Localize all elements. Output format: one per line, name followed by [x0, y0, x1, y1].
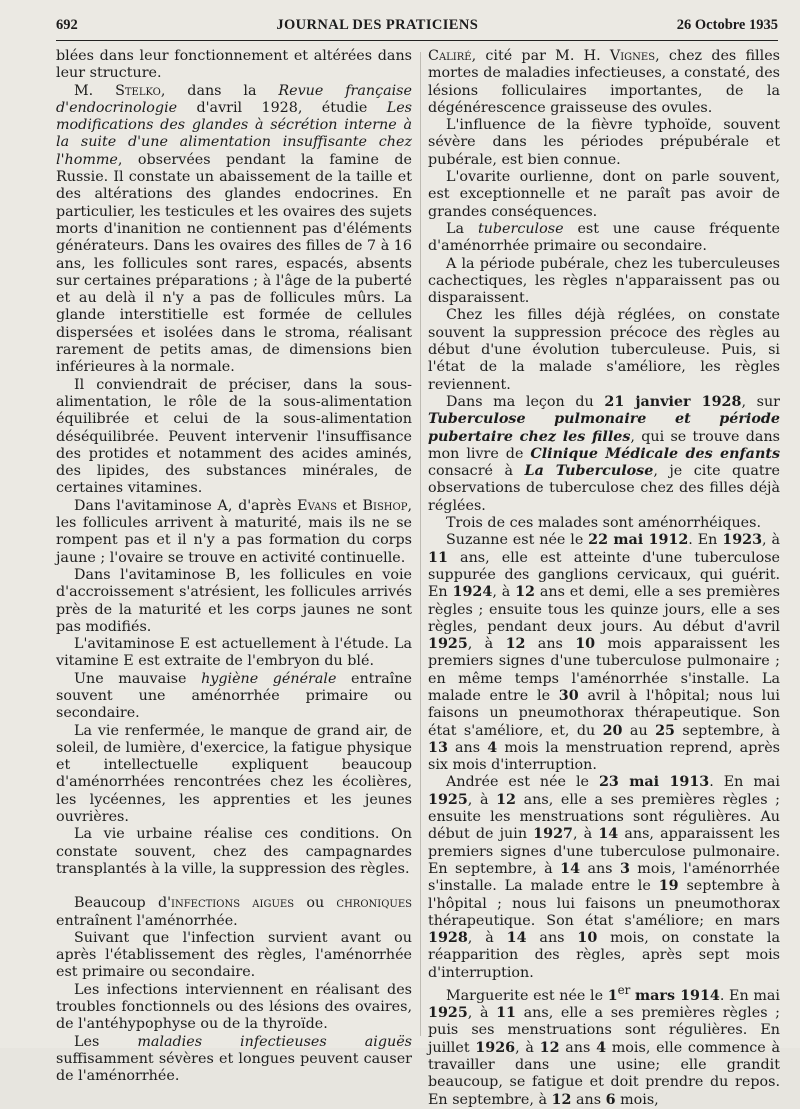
paragraph: Les maladies infectieuses aiguës suffisamment sévères et longues peuvent causer de l'aménorrhée.: [56, 1033, 412, 1085]
paragraph: M. Stelko, dans la Revue française d'endocrinologie d'avril 1928, étudie Les modifications des glandes à sécrétion interne à la suite d'une alimentation insuffisante chez l'homme, observées pendant la famine de Russie. Il constate un abaissement de la taille et des altérations des glandes endocrines. En particulier, les testicules et les ovaires des sujets morts d'inanition ne contiennent pas d'éléments générateurs. Dans les ovaires des filles de 7 à 16 ans, les follicules sont rares, espacés, absents sur certaines préparations ; à l'âge de la puberté et au delà il n'y a pas de follicules mûrs. La glande interstitielle est formée de cellules dispersées et isolées dans le stroma, réalisant rarement de petits amas, de dimensions bien inférieures à la normale.: [56, 82, 412, 376]
column-divider: [420, 52, 421, 1036]
paragraph: Dans ma leçon du 21 janvier 1928, sur Tuberculose pulmonaire et période pubertaire chez les filles, qui se trouve dans mon livre de Clinique Médicale des enfants consacré à La Tuberculose, je cite quatre observations de tuberculose chez des filles déjà réglées.: [428, 393, 781, 514]
paragraph: blées dans leur fonctionnement et altérées dans leur structure.: [56, 48, 412, 82]
paragraph: L'ovarite ourlienne, dont on parle souvent, est exceptionnelle et ne paraît pas avoir de grandes conséquences.: [428, 169, 780, 220]
paragraph: Chez les filles déjà réglées, on constate souvent la suppression précoce des règles au début d'une évolution tuberculeuse. Puis, si l'état de la malade s'améliore, les règles reviennent.: [428, 307, 780, 393]
paragraph: L'influence de la fièvre typhoïde, souvent sévère dans les périodes prépubérale et pubérale, est bien connue.: [428, 117, 780, 168]
journal-title: JOURNAL DES PRATICIENS: [276, 16, 479, 33]
issue-date: 26 Octobre 1935: [676, 16, 778, 33]
journal-citation: Revue française d'endocrinologie: [56, 82, 412, 116]
author-name: Stelko: [115, 82, 161, 99]
paragraph: Une mauvaise hygiène générale entraîne souvent une aménorrhée primaire ou secondaire.: [56, 670, 412, 722]
right-column: [428, 48, 781, 1108]
header-rule: [56, 40, 778, 41]
paragraph: Marguerite est née le 1er mars 1914. En mai 1925, à 11 ans, elle a ses premières règles ; puis ses menstruations sont régulières. En juillet 1926, à 12 ans 4 mois, elle commence à travailler dans une usine; elle grandit beaucoup, se fatigue et doit prendre du repos. En septembre, à 12 ans 6 mois,: [428, 983, 780, 1108]
paragraph: La vie renfermée, le manque de grand air, de soleil, de lumière, d'exercice, la fatigue physique et intellectuelle expliquent beaucoup d'aménorrhées rencontrées chez les écolières, les lycéennes, les apprenties et les jeunes ouvrières.: [56, 722, 412, 826]
paragraph: Dans l'avitaminose A, d'après Evans et Bishop, les follicules arrivent à maturité, mais ils ne se rompent pas et il n'y a pas formation du corps jaune ; l'ovaire se trouve en activité continuelle.: [56, 497, 413, 566]
page-header: [56, 14, 778, 36]
author-name: Evans: [297, 497, 337, 514]
paragraph: Suzanne est née le 22 mai 1912. En 1923, à 11 ans, elle est atteinte d'une tuberculose suppurée des ganglions cervicaux, qui guérit. En 1924, à 12 ans et demi, elle a ses premières règles ; ensuite tous les quinze jours, elle a ses règles, pendant deux jours. Au début d'avril 1925, à 12 ans 10 mois apparaissent les premiers signes d'une tuberculose pulmonaire ; en même temps l'aménorrhée s'installe. La malade entre le 30 avril à l'hôpital; nous lui faisons un pneumothorax thérapeutique. Son état s'améliore, et, du 20 au 25 septembre, à 13 ans 4 mois la menstruation reprend, après six mois d'interruption.: [428, 532, 781, 774]
paragraph: Il conviendrait de préciser, dans la sous-alimentation, le rôle de la sous-alimentation équilibrée et celui de la sous-alimentation déséquilibrée. Peuvent intervenir l'insuffisance des protides et notamment des acides aminés, des lipides, des substances minérales, de certaines vitamines.: [56, 376, 412, 497]
paragraph: Les infections interviennent en réalisant des troubles fonctionnels ou des lésions des ovaires, de l'antéhypophyse ou de la thyroïde.: [56, 981, 412, 1033]
paragraph: La tuberculose est une cause fréquente d'aménorrhée primaire ou secondaire.: [428, 220, 780, 255]
author-name: Vignes: [609, 48, 656, 64]
paragraph: Suivant que l'infection survient avant ou après l'établissement des règles, l'aménorrhée est primaire ou secondaire.: [56, 929, 412, 981]
paragraph: Caliré, cité par M. H. Vignes, chez des filles mortes de maladies infectieuses, a constaté, des lésions folliculaires importantes, de la dégénérescence graisseuse des ovules.: [428, 48, 780, 116]
paragraph: Dans l'avitaminose B, les follicules en voie d'accroissement s'atrésient, les follicules arrivés près de la maturité et les corps jaunes ne sont pas modifiés.: [56, 566, 412, 635]
paragraph: Andrée est née le 23 mai 1913. En mai 1925, à 12 ans, elle a ses premières règles ; ensuite les menstruations sont régulières. Au début de juin 1927, à 14 ans, apparaissent les premiers signes d'une tuberculose pulmonaire. En septembre, à 14 ans 3 mois, l'aménorrhée s'installe. La malade entre le 19 septembre à l'hôpital ; nous lui faisons un pneumothorax thérapeutique. Son état s'améliore; en mars 1928, à 14 ans 10 mois, on constate la réapparition des règles, après sept mois d'interruption.: [428, 774, 781, 981]
left-column: [56, 48, 413, 1085]
paragraph: La vie urbaine réalise ces conditions. On constate souvent, chez des campagnardes transplantés à la ville, la suppression des règles.: [56, 826, 412, 877]
page-number: 692: [56, 16, 78, 33]
article-title: Les modifications des glandes à sécrétion interne à la suite d'une alimentation insuffisante chez l'homme: [56, 99, 412, 168]
paragraph: L'avitaminose E est actuellement à l'étude. La vitamine E est extraite de l'embryon du blé.: [56, 636, 412, 670]
author-name: Caliré: [428, 48, 472, 64]
paragraph: Beaucoup d'infections aigues ou chroniques entraînent l'aménorrhée.: [56, 895, 412, 929]
paragraph: A la période pubérale, chez les tuberculeuses cachectiques, les règles n'apparaissent pas ou disparaissent.: [428, 255, 780, 307]
paragraph: Trois de ces malades sont aménorrhéiques.: [446, 515, 762, 532]
author-name: Bishop: [362, 497, 408, 514]
